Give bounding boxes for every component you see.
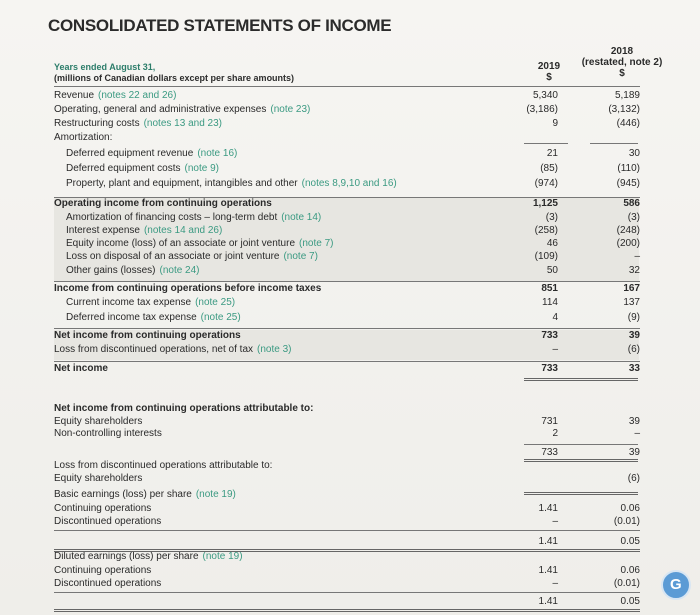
row-label-text: Property, plant and equipment, intangibles and other: [66, 178, 298, 189]
row-label-text: Deferred equipment costs: [66, 163, 181, 174]
value-2019: 1,125: [532, 198, 558, 209]
row-label-text: Equity income (loss) of an associate or joint venture: [66, 238, 295, 249]
row-label: [54, 330, 241, 341]
table-row: [0, 251, 700, 265]
value-2018: (3,132): [608, 104, 640, 115]
row-label-text: Deferred equipment revenue: [66, 148, 194, 159]
value-2019: 733: [541, 447, 558, 458]
row-label: [54, 489, 236, 500]
rule: [524, 143, 568, 144]
table-row: [0, 178, 700, 192]
value-2018: 167: [623, 283, 640, 294]
row-label-text: Operating income from continuing operations: [54, 198, 272, 209]
note-reference-link[interactable]: (note 9): [184, 163, 219, 174]
row-label: [66, 212, 321, 223]
row-label: [54, 104, 310, 115]
table-row: [0, 163, 700, 177]
note-reference-link[interactable]: (note 14): [281, 212, 322, 223]
row-label-text: Net income: [54, 363, 108, 374]
col-2018-currency: $: [619, 68, 625, 79]
value-2019: (85): [540, 163, 558, 174]
row-label-text: Continuing operations: [54, 565, 152, 576]
value-2019: 1.41: [538, 596, 558, 607]
note-reference-link[interactable]: (notes 13 and 23): [143, 118, 222, 129]
value-2019: 733: [541, 363, 558, 374]
table-row: [0, 118, 700, 132]
value-2019: (258): [534, 225, 558, 236]
rule: [54, 197, 640, 198]
rule: [54, 361, 640, 362]
value-2019: –: [552, 578, 558, 589]
value-2019: 851: [541, 283, 558, 294]
table-row: [0, 503, 700, 517]
table-row: [0, 198, 700, 212]
value-2019: 50: [546, 265, 558, 276]
value-2019: 1.41: [538, 503, 558, 514]
table-row: [0, 90, 700, 104]
table-row: [0, 578, 700, 592]
table-row: [0, 596, 700, 610]
row-label-text: Interest expense: [66, 225, 140, 236]
table-row: [0, 403, 700, 417]
value-2019: (3): [545, 212, 558, 223]
row-label: [66, 312, 241, 323]
row-label: [66, 148, 237, 159]
note-reference-link[interactable]: (note 23): [270, 104, 311, 115]
row-label: [66, 238, 333, 249]
row-label: [66, 225, 222, 236]
note-reference-link[interactable]: (note 19): [202, 551, 243, 562]
table-row: [0, 148, 700, 162]
table-row: [0, 536, 700, 550]
value-2018: 137: [623, 297, 640, 308]
table-row: [0, 428, 700, 442]
value-2018: (0.01): [613, 578, 640, 589]
col-2019-header: [524, 57, 574, 83]
value-2019: (109): [534, 251, 558, 262]
value-2018: 0.05: [620, 536, 640, 547]
col-2018-year: 2018: [610, 46, 634, 57]
rule: [590, 143, 638, 144]
value-2018: (446): [616, 118, 640, 129]
value-2019: (3,186): [526, 104, 558, 115]
value-2018: (200): [616, 238, 640, 249]
table-row: [0, 516, 700, 530]
value-2018: 30: [628, 148, 640, 159]
table-row: [0, 283, 700, 297]
value-2018: (9): [627, 312, 640, 323]
value-2018: –: [634, 428, 640, 439]
value-2019: 733: [541, 330, 558, 341]
note-reference-link[interactable]: (note 19): [195, 489, 236, 500]
table-row: [0, 565, 700, 579]
value-2018: 32: [628, 265, 640, 276]
page-title: CONSOLIDATED STATEMENTS OF INCOME: [48, 16, 392, 35]
row-label: [54, 132, 112, 143]
row-label: [54, 503, 151, 514]
table-row: [0, 265, 700, 279]
row-label: [54, 516, 161, 527]
note-reference-link[interactable]: (note 24): [159, 265, 200, 276]
col-2018-restated: (restated, note 2): [581, 57, 663, 68]
years-ended-label: Years ended August 31,: [54, 62, 156, 72]
row-label: [66, 265, 200, 276]
value-2018: (3): [627, 212, 640, 223]
column-header-label: [54, 62, 294, 84]
rule: [54, 328, 640, 329]
value-2019: 1.41: [538, 565, 558, 576]
row-label: [54, 198, 272, 209]
row-label: [54, 344, 291, 355]
table-row: [0, 344, 700, 358]
note-reference-link[interactable]: (note 7): [299, 238, 334, 249]
value-2018: –: [634, 251, 640, 262]
note-reference-link[interactable]: (notes 14 and 26): [143, 225, 223, 236]
row-label: [54, 403, 313, 414]
row-label-text: Amortization of financing costs – long-term debt: [66, 212, 278, 223]
value-2019: 731: [541, 416, 558, 427]
value-2018: 39: [628, 447, 640, 458]
row-label: [54, 416, 142, 427]
row-label: [66, 297, 235, 308]
rule: [54, 592, 640, 593]
row-label: [54, 428, 162, 439]
row-label-text: Net income from continuing operations attributable to:: [54, 403, 314, 414]
row-label: [54, 283, 321, 294]
value-2019: 9: [552, 118, 558, 129]
value-2018: 0.06: [620, 565, 640, 576]
table-row: [0, 363, 700, 377]
row-label: [54, 460, 272, 471]
row-label-text: Amortization:: [54, 132, 113, 143]
note-reference-link[interactable]: (note 16): [197, 148, 238, 159]
rule: [524, 444, 638, 445]
value-2019: 4: [552, 312, 558, 323]
row-label: [54, 118, 222, 129]
note-reference-link[interactable]: (note 7): [283, 251, 318, 262]
units-label: (millions of Canadian dollars except per share amounts): [54, 73, 295, 83]
row-label-text: Equity shareholders: [54, 473, 143, 484]
double-rule: [524, 378, 638, 381]
row-label-text: Net income from continuing operations: [54, 330, 241, 341]
row-label: [66, 178, 397, 189]
table-row: [0, 473, 700, 487]
double-rule: [524, 492, 638, 495]
table-row: [0, 297, 700, 311]
rule: [54, 530, 640, 531]
value-2018: 0.06: [620, 503, 640, 514]
row-label-text: Basic earnings (loss) per share: [54, 489, 192, 500]
col-2019-year: 2019: [537, 61, 561, 72]
row-label-text: Continuing operations: [54, 503, 152, 514]
row-label-text: Loss on disposal of an associate or joint venture: [66, 251, 280, 262]
row-label-text: Equity shareholders: [54, 416, 143, 427]
row-label: [66, 251, 318, 262]
row-label-text: Restructuring costs: [54, 118, 140, 129]
value-2019: 2: [552, 428, 558, 439]
value-2019: 46: [546, 238, 558, 249]
row-label-text: Loss from discontinued operations, net of tax: [54, 344, 254, 355]
value-2018: (110): [617, 163, 640, 174]
header-rule: [54, 86, 640, 87]
value-2018: 33: [628, 363, 640, 374]
value-2018: (0.01): [613, 516, 640, 527]
row-label-text: Operating, general and administrative expenses: [54, 104, 267, 115]
row-label-text: Other gains (losses): [66, 265, 156, 276]
note-reference-link[interactable]: (note 25): [195, 297, 236, 308]
row-label: [54, 551, 243, 562]
table-row: [0, 460, 700, 474]
table-row: [0, 330, 700, 344]
note-reference-link[interactable]: (note 25): [200, 312, 241, 323]
value-2018: 39: [628, 330, 640, 341]
value-2019: 21: [546, 148, 558, 159]
value-2019: 1.41: [538, 536, 558, 547]
row-label-text: Deferred income tax expense: [66, 312, 197, 323]
value-2019: –: [552, 516, 558, 527]
value-2018: 39: [628, 416, 640, 427]
double-rule: [524, 459, 638, 462]
table-row: [0, 104, 700, 118]
table-row: [0, 225, 700, 239]
row-label-text: Non-controlling interests: [54, 428, 162, 439]
value-2019: –: [552, 344, 558, 355]
value-2019: 5,340: [532, 90, 558, 101]
note-reference-link[interactable]: (note 3): [257, 344, 292, 355]
row-label: [54, 363, 108, 374]
value-2018: (6): [627, 344, 640, 355]
row-label-text: Discontinued operations: [54, 516, 162, 527]
table-row: [0, 551, 700, 565]
value-2018: (6): [627, 473, 640, 484]
col-2018-header: [572, 46, 672, 79]
table-row: [0, 238, 700, 252]
row-label-text: Loss from discontinued operations attributable to:: [54, 460, 273, 471]
value-2019: 114: [542, 297, 558, 308]
row-label-text: Discontinued operations: [54, 578, 162, 589]
row-label: [66, 163, 219, 174]
note-reference-link[interactable]: (notes 8,9,10 and 16): [301, 178, 397, 189]
row-label-text: Income from continuing operations before income taxes: [54, 283, 322, 294]
table-row: [0, 312, 700, 326]
value-2018: (945): [616, 178, 640, 189]
value-2018: 586: [623, 198, 640, 209]
rule: [54, 281, 640, 282]
row-label-text: Revenue: [54, 90, 95, 101]
table-row: [0, 212, 700, 226]
row-label: [54, 473, 142, 484]
double-rule: [54, 549, 640, 552]
col-2019-currency: $: [546, 72, 552, 83]
app-badge-icon[interactable]: [661, 570, 691, 600]
row-label: [54, 578, 161, 589]
row-label: [54, 90, 176, 101]
row-label: [54, 565, 151, 576]
value-2019: (974): [534, 178, 558, 189]
note-reference-link[interactable]: (notes 22 and 26): [98, 90, 177, 101]
double-rule: [54, 609, 640, 612]
value-2018: (248): [616, 225, 640, 236]
row-label-text: Diluted earnings (loss) per share: [54, 551, 199, 562]
row-label-text: Current income tax expense: [66, 297, 192, 308]
value-2018: 5,189: [614, 90, 640, 101]
value-2018: 0.05: [620, 596, 640, 607]
